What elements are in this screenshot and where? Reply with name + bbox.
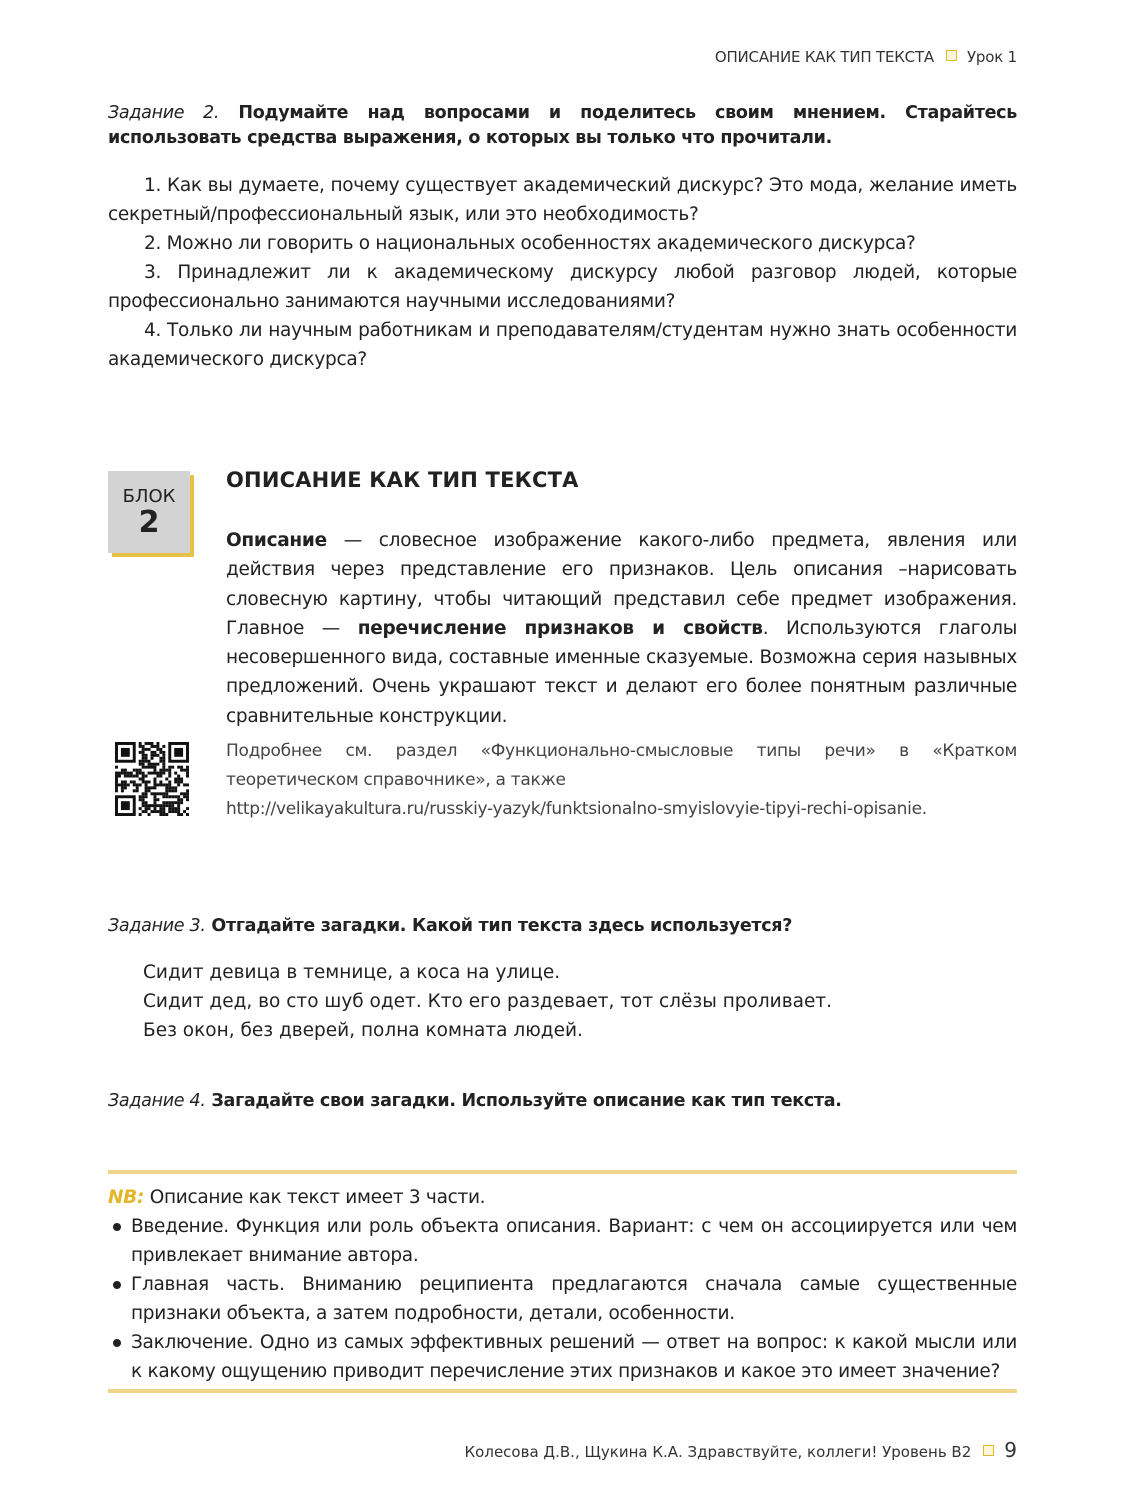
- header-lesson: Урок 1: [966, 48, 1017, 66]
- riddle: Сидит дед, во сто шуб одет. Кто его раздевает, тот слёзы проливает.: [143, 991, 832, 1012]
- nb-list: [108, 1212, 1017, 1386]
- nb-intro: Описание как текст имеет 3 части.: [149, 1187, 486, 1208]
- running-header: [715, 48, 1017, 66]
- footer-citation: Колесова Д.В., Щукина К.А. Здравствуйте, коллеги! Уровень В2: [464, 1443, 972, 1461]
- square-bullet-icon: [946, 50, 957, 61]
- block-number: 2: [138, 505, 160, 540]
- nb-item: Введение. Функция или роль объекта описания. Вариант: с чем он ассоциируется или чем привлекает внимание автора.: [108, 1212, 1017, 1270]
- riddle: Без окон, без дверей, полна комната людей.: [143, 1020, 583, 1041]
- task-4-label: Задание 4: [108, 1091, 201, 1111]
- task-2-text: Подумайте над вопросами и поделитесь своим мнением. Старайтесь использовать средства выражения, о которых вы только что прочитали.: [108, 103, 1017, 148]
- riddle: Сидит девица в темнице, а коса на улице.: [143, 962, 561, 983]
- question: 2. Можно ли говорить о национальных особенностях академического дискурса?: [144, 233, 916, 254]
- term: Описание: [226, 530, 327, 551]
- nb-label: NB:: [108, 1187, 145, 1208]
- nb-item: Главная часть. Вниманию реципиента предлагаются сначала самые существенные признаки объекта, а затем подробности, детали, особенности.: [108, 1270, 1017, 1328]
- question: 1. Как вы думаете, почему существует академический дискурс? Это мода, желание иметь секретный/профессиональный язык, или это необходимость?: [108, 175, 1017, 225]
- block-title: ОПИСАНИЕ КАК ТИП ТЕКСТА: [226, 468, 579, 492]
- header-section: ОПИСАНИЕ КАК ТИП ТЕКСТА: [714, 48, 934, 66]
- task-3-text: Отгадайте загадки. Какой тип текста здесь используется?: [211, 916, 793, 936]
- square-bullet-icon: [983, 1445, 994, 1456]
- task-3-label: Задание 3: [108, 916, 201, 936]
- block-label: БЛОК: [122, 486, 176, 507]
- question: 4. Только ли научным работникам и преподавателям/студентам нужно знать особенности академического дискурса?: [108, 320, 1017, 370]
- reference-link[interactable]: http://velikayakultura.ru/russkiy-yazyk/funktsionalno-smyislovyie-tipyi-rechi-opisanie.: [226, 799, 927, 819]
- block-badge: [108, 471, 190, 553]
- task-2-questions: [108, 171, 1017, 374]
- task-2-label: Задание 2: [108, 103, 214, 123]
- footer: [465, 1438, 1017, 1462]
- page-number: 9: [1004, 1438, 1017, 1462]
- definition: [226, 526, 1017, 731]
- definition-bold: перечисление признаков и свойств: [357, 617, 763, 639]
- reference-note: [226, 737, 1017, 824]
- definition-text: — словесное изображение какого-либо предмета, явления или действия через представление его признаков. Цель описания –нарисовать словесную картину, чтобы читающий представил себе предмет изображения. Главное —: [226, 530, 1017, 639]
- question: 3. Принадлежит ли к академическому дискурсу любой разговор людей, которые профессионально занимаются научными исследованиями?: [108, 262, 1017, 312]
- reference-text: Подробнее см. раздел «Функционально-смысловые типы речи» в «Кратком теоретическом справочнике», а также: [226, 741, 1017, 790]
- nb-item: Заключение. Одно из самых эффективных решений — ответ на вопрос: к какой мысли или к какому ощущению приводит перечисление этих признаков и какое это имеет значение?: [108, 1328, 1017, 1386]
- task-4-text: Загадайте свои загадки. Используйте описание как тип текста.: [211, 1091, 842, 1111]
- qr-code-icon[interactable]: [115, 742, 189, 816]
- nb-box: [108, 1170, 1017, 1393]
- task-3-heading: Задание 3. Отгадайте загадки. Какой тип текста здесь используется?: [108, 916, 793, 936]
- riddles: [143, 958, 832, 1045]
- task-2-heading: Задание 2. Подумайте над вопросами и поделитесь своим мнением. Старайтесь использовать средства выражения, о которых вы только что прочитали.: [108, 103, 1017, 148]
- definition-text: . Используются глаголы несовершенного вида, составные именные сказуемые. Возможна серия назывных предложений. Очень украшают текст и делают его более понятным различные сравнительные конструкции.: [226, 617, 1018, 727]
- task-4-heading: Задание 4. Загадайте свои загадки. Используйте описание как тип текста.: [108, 1091, 842, 1111]
